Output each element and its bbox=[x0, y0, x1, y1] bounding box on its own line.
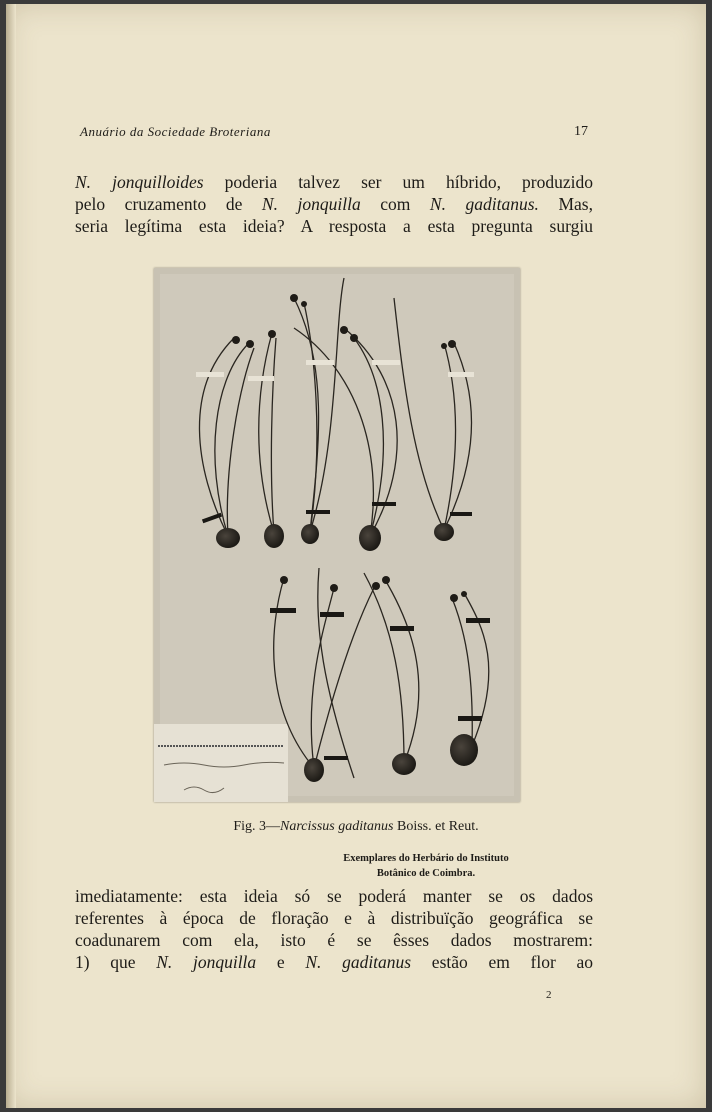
herbarium-specimens-illustration bbox=[154, 268, 520, 802]
figure-caption: Fig. 3—Narcissus gaditanus Boiss. et Reut. bbox=[233, 819, 479, 834]
text-line: referentes à época de floração e à distribuïção geográfica se bbox=[75, 908, 593, 928]
text-line: 1) que N. jonquilla e N. gaditanus estão em flor ao bbox=[75, 952, 593, 972]
text-line: pelo cruzamento de N. jonquilla com N. gaditanus. Mas, bbox=[75, 194, 593, 214]
text-line: seria legítima esta ideia? A resposta a esta pregunta surgiu bbox=[75, 216, 593, 236]
page-gutter-shadow bbox=[6, 4, 16, 1108]
text-line: coadunarem com ela, isto é se êsses dados mostrarem: bbox=[75, 930, 593, 950]
page-number: 17 bbox=[574, 124, 588, 139]
caption-species: Narcissus gaditanus bbox=[280, 819, 394, 834]
text-line: N. jonquilloides poderia talvez ser um híbrido, produzido bbox=[75, 172, 593, 192]
paragraph-bottom bbox=[75, 885, 593, 973]
species-name: N. jonquilla bbox=[156, 952, 257, 972]
paragraph-top bbox=[75, 171, 593, 237]
signature-mark: 2 bbox=[546, 989, 552, 1001]
species-name: N. gaditanus. bbox=[429, 194, 539, 214]
book-page bbox=[6, 4, 706, 1108]
species-name: N. jonquilla bbox=[261, 194, 361, 214]
running-head: Anuário da Sociedade Broteriana bbox=[80, 124, 271, 139]
herbarium-photo bbox=[154, 268, 520, 802]
text-line: imediatamente: esta ideia só se poderá manter se os dados bbox=[75, 886, 593, 906]
species-name: N. gaditanus bbox=[305, 952, 412, 972]
species-name: N. jonquilloides bbox=[75, 172, 204, 192]
figure-sub-caption: Exemplares do Herbário do Instituto Botânico de Coimbra. bbox=[343, 853, 509, 879]
